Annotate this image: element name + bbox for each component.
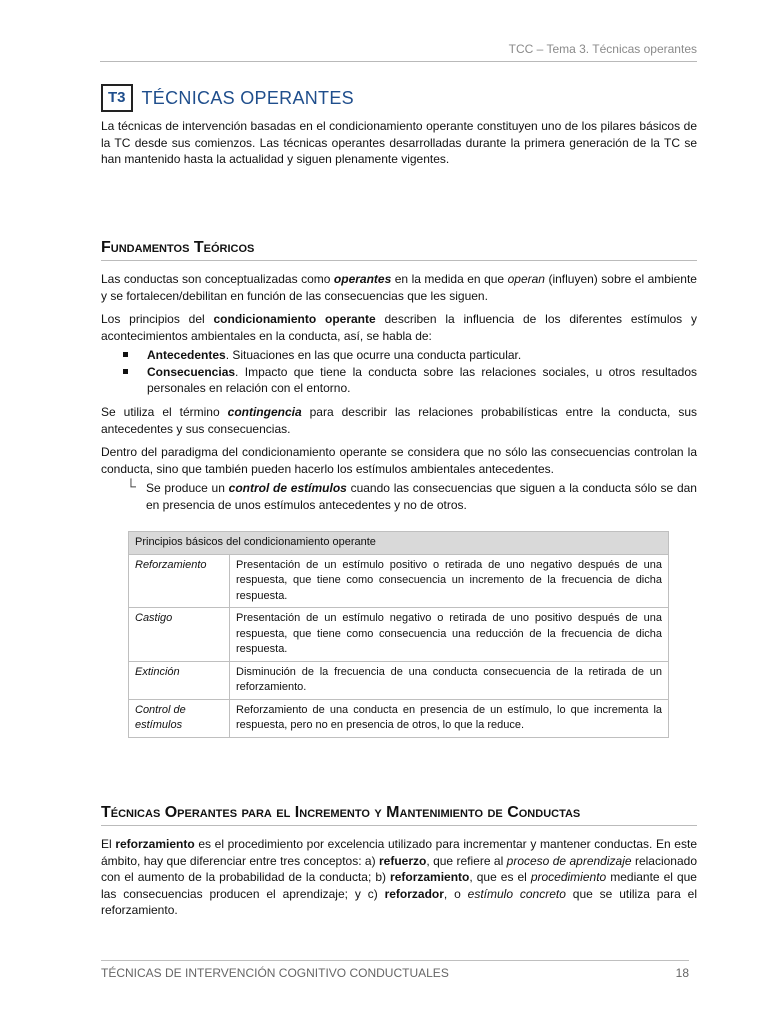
- table-cell-term: Castigo: [129, 608, 230, 662]
- page-footer: [101, 960, 689, 980]
- list-item: Consecuencias. Impacto que tiene la conducta sobre las relaciones sociales, u otros resultados personales en relación con el entorno.: [101, 364, 697, 397]
- fundamentos-paragraph-2: Los principios del condicionamiento operante describen la influencia de los diferentes estímulos y acontecimientos ambientales en la conducta, así, se habla de:: [101, 312, 697, 343]
- list-item: Antecedentes. Situaciones en las que ocurre una conducta particular.: [101, 347, 697, 364]
- table-cell-desc: Reforzamiento de una conducta en presencia de un estímulo, lo que incrementa la respuesta, pero no en presencia de otros, lo que la reduce.: [230, 699, 669, 737]
- antecedentes-consecuencias-list: [101, 347, 697, 397]
- section-heading-tecnicas: Técnicas Operantes para el Incremento y Mantenimiento de Conductas: [101, 804, 697, 826]
- corner-arrow-icon: └: [126, 478, 136, 494]
- square-bullet-icon: [123, 352, 128, 357]
- section-heading-fundamentos: Fundamentos Teóricos: [101, 239, 697, 261]
- fundamentos-paragraph-1: Las conductas son conceptualizadas como operantes en la medida en que operan (influyen) sobre el ambiente y se fortalecen/debilitan en función de las consecuencias que les siguen.: [101, 272, 697, 303]
- table-cell-term: Extinción: [129, 661, 230, 699]
- tecnicas-paragraph: El reforzamiento es el procedimiento por excelencia utilizado para incrementar y mantener conductas. En este ámbito, hay que diferenciar entre tres conceptos: a) refuerzo, que refiere al proceso de aprendizaje relacionado con el aumento de la probabilidad de la conducta; b) reforzamiento, que es el procedimiento mediante el que las consecuencias producen el aprendizaje; y c) reforzador, o estímulo concreto que se utiliza para el reforzamiento.: [101, 837, 697, 917]
- table-cell-desc: Disminución de la frecuencia de una conducta consecuencia de la retirada de un reforzamiento.: [230, 661, 669, 699]
- intro-paragraph: La técnicas de intervención basadas en el condicionamiento operante constituyen uno de los pilares básicos de la TC desde sus comienzos. Las técnicas operantes desarrolladas durante la primera generación de la TC se han mantenido hasta la actualidad y siguen plenamente vigentes.: [101, 119, 697, 166]
- principles-table: [128, 531, 669, 738]
- chapter-title-text: TÉCNICAS OPERANTES: [141, 87, 354, 108]
- square-bullet-icon: [123, 369, 128, 374]
- footer-title: TÉCNICAS DE INTERVENCIÓN COGNITIVO CONDUCTUALES: [101, 966, 449, 980]
- chapter-title: [101, 84, 354, 112]
- running-header: TCC – Tema 3. Técnicas operantes: [100, 42, 697, 62]
- page-number: 18: [675, 966, 689, 980]
- control-estimulos-note: └ Se produce un control de estímulos cuando las consecuencias que siguen a la conducta sólo se dan en presencia de unos estímulos antecedentes y no de otros.: [126, 478, 697, 512]
- chapter-badge: T3: [101, 84, 133, 112]
- table-cell-desc: Presentación de un estímulo negativo o retirada de uno positivo después de una respuesta, que tiene como consecuencia una reducción de la frecuencia de dicha respuesta.: [230, 608, 669, 662]
- table-cell-term: Reforzamiento: [129, 554, 230, 608]
- table-row: [129, 699, 669, 737]
- table-row: [129, 661, 669, 699]
- table-caption: Principios básicos del condicionamiento operante: [129, 532, 669, 555]
- table-cell-desc: Presentación de un estímulo positivo o retirada de uno negativo después de una respuesta, que tiene como consecuencia un incremento de la frecuencia de dicha respuesta.: [230, 554, 669, 608]
- table-row: [129, 608, 669, 662]
- fundamentos-paragraph-4: Dentro del paradigma del condicionamiento operante se considera que no sólo las consecuencias controlan la conducta, sino que también pueden hacerlo los estímulos ambientales antecedentes.: [101, 445, 697, 476]
- table-row: [129, 554, 669, 608]
- fundamentos-paragraph-3: Se utiliza el término contingencia para describir las relaciones probabilísticas entre la conducta, sus antecedentes y sus consecuencias.: [101, 405, 698, 436]
- table-cell-term: Control de estímulos: [129, 699, 230, 737]
